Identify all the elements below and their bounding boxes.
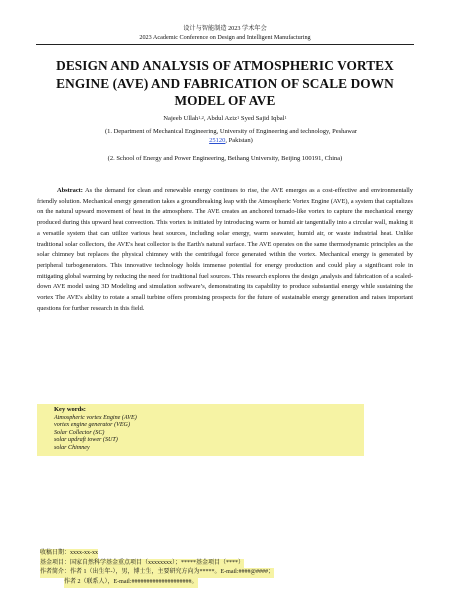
author-2-affiliation-mark: 1 <box>237 115 240 120</box>
header-rule <box>36 44 414 45</box>
abstract-label: Abstract: <box>57 187 83 194</box>
keywords-heading: Key words: <box>54 406 86 413</box>
footnote-funding: 基金项目：国家自然科学基金重点项目（xxxxxxxx）；*****基金项目（****） <box>40 559 244 569</box>
keyword-item: solar Chimney <box>54 444 90 451</box>
footnote-author-intro: 作者简介：作者 1（出生年-），男，博士生，主要研究方向为*****。E-mail:####@####； <box>40 568 274 578</box>
affiliation-1 <box>66 127 396 145</box>
author-line: Najeeb Ullah$^{1,2}$, Abdul Aziz$^1$ Syed Sajid Iqbal$^1$ <box>163 115 287 122</box>
affiliation-1-tail: , Pakistan) <box>225 137 253 144</box>
author-2-name: Abdul Aziz <box>206 115 237 122</box>
running-head-chinese: 设计与智能制造 2023 学术年会 <box>183 25 267 32</box>
paper-title: DESIGN AND ANALYSIS OF ATMOSPHERIC VORTEX ENGINE (AVE) AND FABRICATION OF SCALE DOWN MODEL OF AVE <box>56 58 394 108</box>
author-3-name: Syed Sajid Iqbal <box>240 115 285 122</box>
abstract-text: As the demand for clean and renewable energy continues to rise, the AVE emerges as a cost-effective and environmentally friendly solution. Mechanical energy generation takes a groundbreaking leap with the Atmospheric Vortex Engine (AVE), a system that capitalizes on the natural upward movement of heat in the atmosphere. The AVE creates an anchored tornado-like vortex to capture the mechanical energy produced during this upward heat convection. This vortex is initiated by introducing warm or humid air tangentially into a circular wall, making it a versatile system that can utilize various heat sources, including solar energy, warm seawater, humid air, or waste industrial heat. Unlike traditional solar collectors, the AVE's heat collector is the Earth's natural surface. The AVE operates on the same thermodynamic principles as the solar chimney but replaces the physical chimney with the centrifugal force generated within the vortex. Mechanical energy is generated by peripheral turbogenerators. This innovative technology holds immense potential for energy production and could play a significant role in mitigating global warming by reducing the need for traditional fuel sources. This research explores the design ,analysis and fabrication of a scaled-down AVE model using 3D Modeling and simulation software’s, demonstrating its capability to produce substantial energy while sustaining the vortex The AVE's ability to rotate a small turbine offers promising prospects for the future of sustainable energy generation and raises important questions for further research in this field. <box>37 187 413 312</box>
affiliation-2: (2. School of Energy and Power Engineering, Beihang University, Beijing 100191, China) <box>107 155 343 162</box>
keyword-item: vortex engine generator (VEG) <box>54 422 130 429</box>
author-1-name: Najeeb Ullah <box>163 115 199 122</box>
footnotes <box>40 549 274 588</box>
affiliation-1-text: (1. Department of Mechanical Engineering, University of Engineering and technology, Peshawar <box>104 128 358 135</box>
footnote-received-date: 收稿日期：xxxx-xx-xx <box>40 549 98 559</box>
postal-code-link[interactable]: 25120 <box>209 137 226 144</box>
keywords-box <box>37 404 364 456</box>
keyword-item: Solar Collector (SC) <box>54 429 105 436</box>
abstract <box>37 186 413 314</box>
keyword-item: Atmospheric vortex Engine (AVE) <box>54 414 137 421</box>
footnote-corresponding-author: 作者 2（联系人），E-mail:####################。 <box>64 578 198 588</box>
author-3-affiliation-mark: 1 <box>284 115 287 120</box>
running-head-english: 2023 Academic Conference on Design and Intelligent Manufacturing <box>139 34 311 41</box>
author-1-affiliation-mark: 1,2 <box>198 115 204 120</box>
keyword-item: solar updraft tower (SUT) <box>54 437 118 444</box>
